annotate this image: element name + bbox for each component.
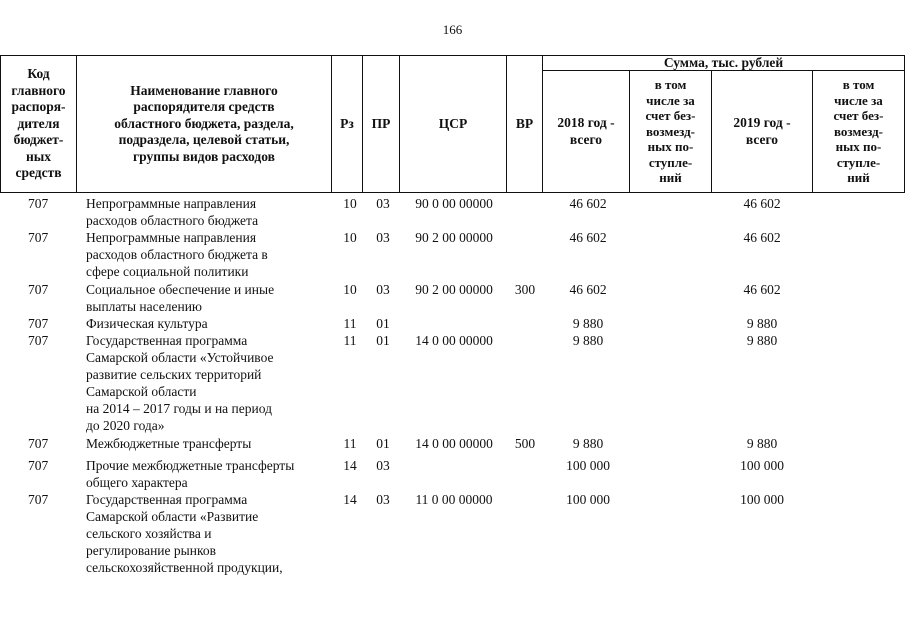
- cell-rz: 14: [343, 492, 357, 507]
- header-2018-total: 2018 год - всего: [557, 115, 615, 147]
- cell-code: 707: [28, 230, 49, 245]
- cell-pr: 01: [376, 316, 390, 331]
- cell-code: 707: [28, 196, 49, 211]
- cell-2018: 46 602: [569, 230, 607, 245]
- cell-2018: 46 602: [569, 282, 607, 297]
- cell-name: Государственная программа Самарской области «Развитие сельского хозяйства и регулирование рынков сельскохозяйственной продукции,: [86, 492, 283, 575]
- header-rz: Рз: [340, 115, 354, 131]
- header-2019-free: в том числе за счет без- возмезд- ных по- ступле- ний: [833, 77, 884, 186]
- cell-pr: 03: [376, 196, 390, 211]
- cell-csr: 11 0 00 00000: [415, 492, 493, 507]
- cell-name: Государственная программа Самарской области «Устойчивое развитие сельских территорий Самарской области на 2014 – 2017 годы и на период до 2020 года»: [86, 333, 274, 433]
- page-number: 166: [442, 22, 463, 37]
- cell-rz: 11: [343, 436, 357, 451]
- cell-pr: 03: [376, 230, 390, 245]
- cell-2018: 46 602: [569, 196, 607, 211]
- cell-pr: 03: [376, 282, 390, 297]
- header-csr: ЦСР: [438, 115, 468, 131]
- cell-code: 707: [28, 436, 49, 451]
- cell-pr: 01: [376, 333, 390, 348]
- cell-2019: 46 602: [743, 230, 781, 245]
- cell-2019: 100 000: [740, 492, 784, 507]
- cell-2018: 100 000: [566, 492, 610, 507]
- cell-2018: 9 880: [572, 316, 604, 331]
- cell-code: 707: [28, 458, 49, 473]
- cell-pr: 01: [376, 436, 390, 451]
- cell-name: Межбюджетные трансферты: [86, 436, 252, 451]
- cell-name: Физическая культура: [86, 316, 208, 331]
- cell-pr: 03: [376, 458, 390, 473]
- header-vr: ВР: [515, 115, 534, 131]
- cell-2019: 9 880: [746, 436, 778, 451]
- cell-2018: 9 880: [572, 333, 604, 348]
- header-name: Наименование главного распорядителя средств областного бюджета, раздела, подраздела, целевой статьи, группы видов расходов: [114, 82, 294, 164]
- header-pr: ПР: [371, 115, 391, 131]
- cell-rz: 11: [343, 316, 357, 331]
- cell-2018: 100 000: [566, 458, 610, 473]
- cell-rz: 11: [343, 333, 357, 348]
- cell-rz: 10: [343, 282, 357, 297]
- cell-2019: 46 602: [743, 282, 781, 297]
- cell-name: Непрограммные направления расходов областного бюджета: [86, 196, 259, 228]
- header-2018-free: в том числе за счет без- возмезд- ных по- ступле- ний: [645, 77, 696, 186]
- cell-2019: 9 880: [746, 333, 778, 348]
- cell-rz: 10: [343, 196, 357, 211]
- cell-csr: 14 0 00 00000: [415, 436, 493, 451]
- cell-2019: 100 000: [740, 458, 784, 473]
- cell-vr: 300: [514, 282, 536, 297]
- cell-name: Непрограммные направления расходов областного бюджета в сфере социальной политики: [86, 230, 268, 279]
- cell-2018: 9 880: [572, 436, 604, 451]
- cell-csr: 90 0 00 00000: [415, 196, 493, 211]
- cell-name: Прочие межбюджетные трансферты общего характера: [86, 458, 295, 490]
- header-code: Код главного распоря- дителя бюджет- ных средств: [11, 66, 66, 181]
- cell-csr: 90 2 00 00000: [415, 282, 493, 297]
- cell-name: Социальное обеспечение и иные выплаты населению: [86, 282, 275, 314]
- cell-vr: 500: [514, 436, 536, 451]
- cell-csr: 90 2 00 00000: [415, 230, 493, 245]
- cell-csr: 14 0 00 00000: [415, 333, 493, 348]
- cell-2019: 9 880: [746, 316, 778, 331]
- cell-code: 707: [28, 282, 49, 297]
- cell-2019: 46 602: [743, 196, 781, 211]
- cell-pr: 03: [376, 492, 390, 507]
- header-2019-total: 2019 год - всего: [733, 115, 791, 147]
- header-sum: Сумма, тыс. рублей: [663, 54, 784, 70]
- cell-rz: 10: [343, 230, 357, 245]
- cell-code: 707: [28, 333, 49, 348]
- cell-code: 707: [28, 492, 49, 507]
- cell-code: 707: [28, 316, 49, 331]
- cell-rz: 14: [343, 458, 357, 473]
